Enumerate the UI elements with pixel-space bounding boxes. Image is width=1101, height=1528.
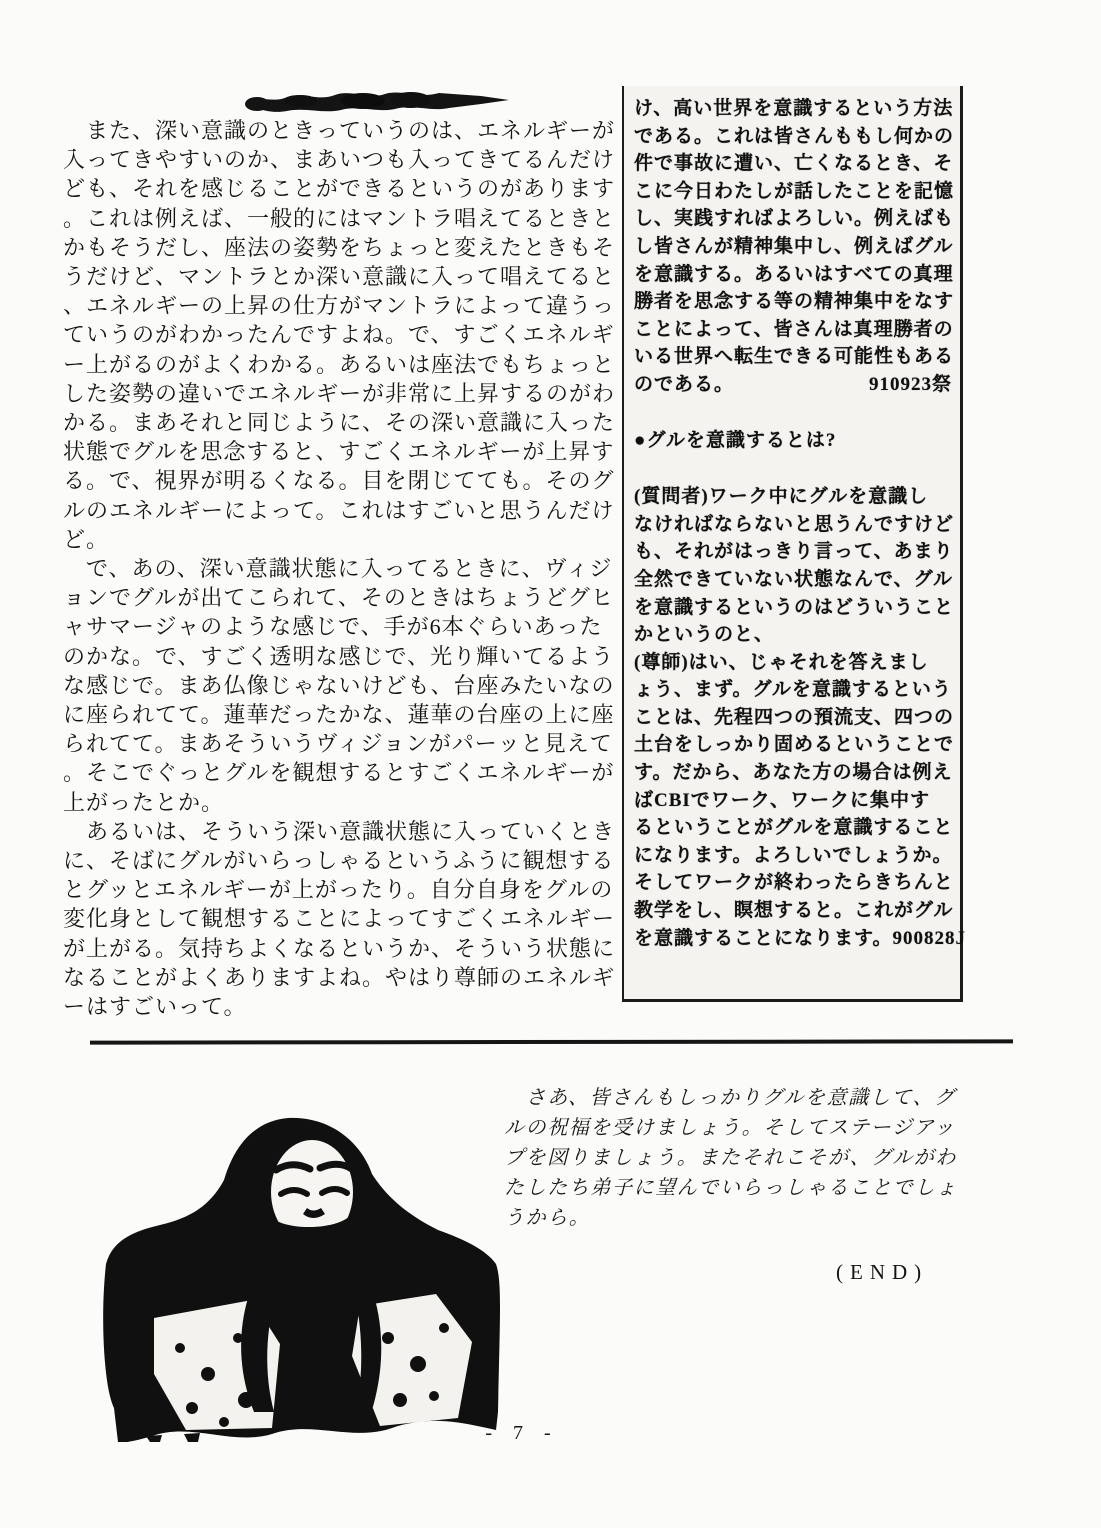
text-line: ー上がるのがよくわかる。あるいは座法でもちょっと	[63, 351, 616, 377]
text-line: のかな。で、すごく透明な感じで、光り輝いてるよう	[63, 643, 615, 669]
text-line: る。で、視界が明るくなる。目を閉じてても。そのグ	[63, 468, 615, 494]
text-line: な感じで。まあ仏像じゃないけども、台座みたいなの	[63, 672, 615, 698]
text-line: さあ、皆さんもしっかりグルを意識して、グ	[504, 1087, 956, 1109]
text-line: かる。まあそれと同じように、その深い意識に入った	[63, 410, 616, 436]
text-line: ばCBIでワーク、ワークに集中す	[634, 789, 931, 811]
quote-block-1	[634, 95, 955, 371]
text-line: 、エネルギーの上昇の仕方がマントラによって違うっ	[63, 293, 616, 319]
qa-block	[634, 483, 966, 952]
text-line: こに今日わたしが話したことを記憶	[634, 180, 955, 202]
text-line: し、実践すればよろしい。例えばも	[634, 208, 955, 230]
text-line: ーはすごいって。	[63, 994, 247, 1020]
text-line: も、それがはっきり言って、あまり	[634, 541, 954, 563]
text-line: になります。よろしいでしょうか。	[634, 844, 953, 866]
text-line: (質問者)ワーク中にグルを意識し	[634, 486, 929, 508]
text-line: に、そばにグルがいらっしゃるというふうに観想する	[63, 848, 615, 874]
text-line: かもそうだし、座法の姿勢をちょっと変えたときもそ	[63, 234, 616, 260]
text-line: あるいは、そういう深い意識状態に入っていくとき	[63, 818, 616, 844]
boxed-quote-column	[622, 86, 966, 1002]
closing-paragraph	[504, 1083, 966, 1233]
text-line: なければならないと思うんですけど	[634, 513, 955, 535]
source-code-label: 910923祭	[868, 373, 952, 395]
text-line: ルのエネルギーによって。これはすごいと思うんだけ	[63, 497, 615, 523]
text-line: 勝者を思念する等の精神集中をなす	[634, 291, 955, 313]
text-line: プを図りましょう。またそれこそが、グルがわ	[504, 1147, 957, 1169]
text-line: また、深い意識のときっていうのは、エネルギーが	[63, 118, 616, 143]
text-line: いる世界へ転生できる可能性もある	[634, 346, 955, 368]
text-line: 状態でグルを思念すると、すごくエネルギーが上昇す	[63, 439, 615, 465]
text-line: うだけど、マントラとか深い意識に入って唱えてると	[63, 264, 616, 290]
text-line: 。これは例えば、一般的にはマントラ唱えてるときと	[63, 205, 616, 231]
text-line: なることがよくありますよね。やはり尊師のエネルギ	[63, 964, 616, 990]
text-line: で、あの、深い意識状態に入ってるときに、ヴィジ	[63, 556, 613, 582]
text-line: ど。	[63, 526, 110, 552]
text-line: 入ってきやすいのか、まあいつも入ってきてるんだけ	[63, 147, 616, 173]
text-line: 上がったとか。	[63, 789, 225, 815]
text-line: に座られてて。蓮華だったかな、蓮華の台座の上に座	[63, 702, 615, 728]
text-line: ども、それを感じることができるというのがあります	[63, 176, 616, 202]
text-line: たしたち弟子に望んでいらっしゃることでしょ	[504, 1177, 958, 1199]
text-line: ルの祝福を受けましょう。そしてステージアッ	[504, 1117, 956, 1139]
text-line: を意識するというのはどういうこと	[634, 596, 955, 618]
text-line: す。だから、あなた方の場合は例え	[634, 762, 953, 784]
section-heading: ●グルを意識するとは?	[634, 429, 837, 451]
text-line: ょう、まず。グルを意識するという	[634, 679, 952, 701]
ink-scribble	[243, 84, 515, 118]
text-line: ョンでグルが出てこられて、そのときはちょうどグヒ	[63, 585, 614, 611]
section-divider	[90, 1039, 1013, 1044]
text-line: 。そこでぐっとグルを観想するとすごくエネルギーが	[63, 760, 615, 786]
text-line: した姿勢の違いでエネルギーが非常に上昇するのがわ	[63, 380, 616, 406]
page-number: - 7 -	[485, 1422, 559, 1444]
text-line: 土台をしっかり固めるということで	[634, 734, 955, 756]
left-text-column	[63, 116, 615, 1021]
text-line: 教学をし、瞑想すると。これがグル	[634, 900, 954, 922]
text-line: を意識することになります。900828J	[634, 927, 966, 949]
text-line: である。これは皆さんももし何かの	[634, 125, 955, 147]
quote-block-1-lastline	[634, 371, 952, 399]
text-line: そしてワークが終わったらきちんと	[634, 872, 954, 894]
text-line: ャサマージャのような感じで、手が6本ぐらいあった	[63, 614, 603, 640]
text-line: ことによって、皆さんは真理勝者の	[634, 318, 954, 340]
text-line: うから。	[504, 1207, 591, 1229]
guru-photo	[88, 1112, 508, 1442]
text-line: るということがグルを意識すること	[634, 817, 954, 839]
text-line: ていうのがわかったんですよね。で、すごくエネルギ	[63, 322, 615, 348]
text-line: け、高い世界を意識するという方法	[634, 98, 954, 119]
text-line: 変化身として観想することによってすごくエネルギー	[63, 906, 616, 932]
text-line: し皆さんが精神集中し、例えばグル	[634, 235, 954, 257]
text-line: とグッとエネルギーが上がったり。自分自身をグルの	[63, 877, 614, 903]
text-line: を意識する。あるいはすべての真理	[634, 263, 954, 285]
text-line: (尊師)はい、じゃそれを答えまし	[634, 651, 929, 673]
text-line: られてて。まあそういうヴィジョンがパーッと見えて	[63, 731, 613, 757]
end-label: (END)	[836, 1260, 929, 1284]
text-line: かというのと、	[634, 624, 775, 646]
text-line: 全然できていない状態なんで、グル	[634, 568, 954, 590]
text-line: ことは、先程四つの預流支、四つの	[634, 706, 955, 728]
text-line: が上がる。気持ちよくなるというか、そういう状態に	[63, 935, 616, 961]
text-line: 件で事故に遭い、亡くなるとき、そ	[634, 153, 954, 175]
text-line: のである。	[634, 373, 735, 395]
